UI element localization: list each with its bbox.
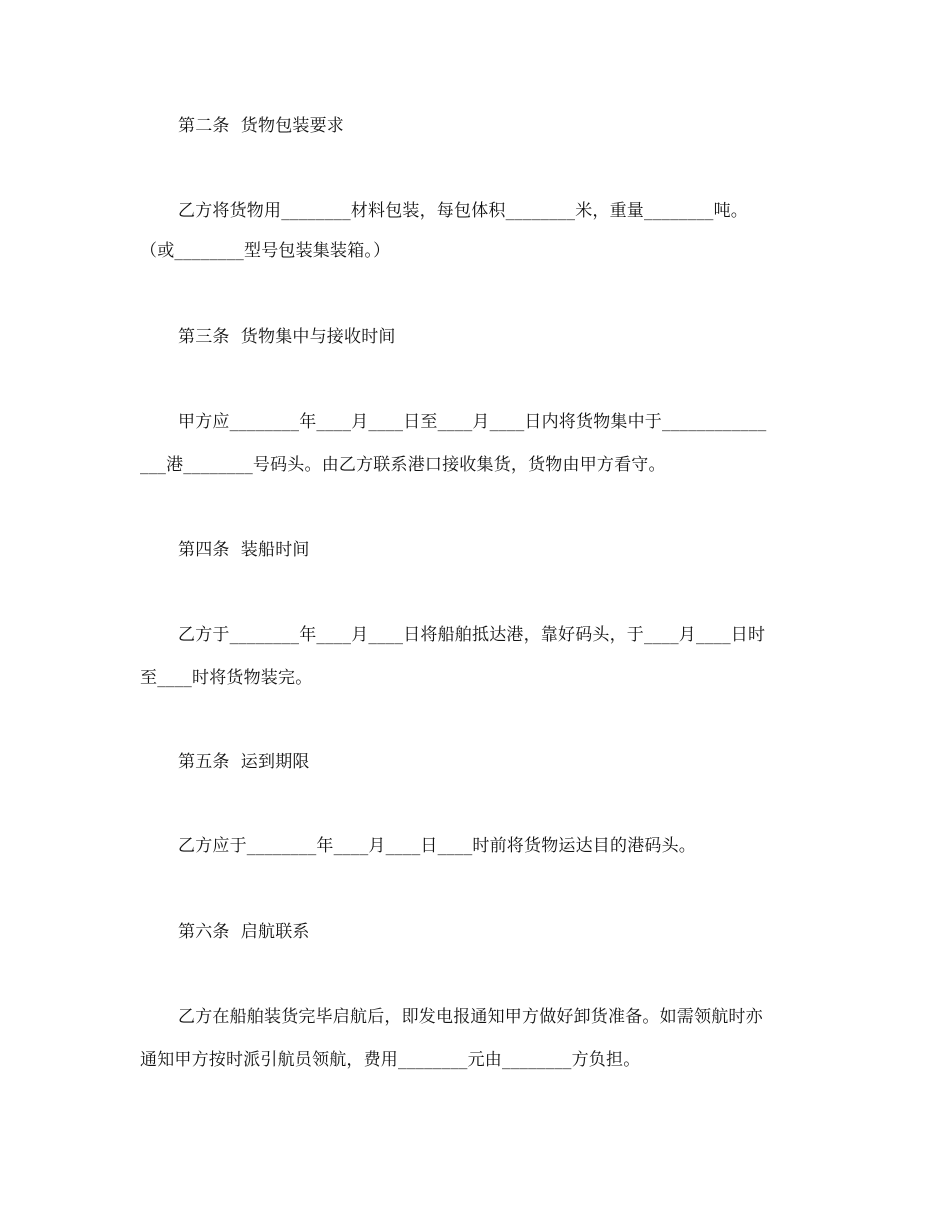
section-heading-3: 第三条 货物集中与接收时间	[178, 327, 396, 347]
paragraph-line: 乙方于________年____月____日将船舶抵达港，靠好码头，于____月____日时	[178, 625, 766, 645]
section-heading-6: 第六条 启航联系	[178, 922, 310, 942]
paragraph-line: 甲方应________年____月____日至____月____日内将货物集中于____________	[178, 412, 767, 432]
section-heading-5: 第五条 运到期限	[178, 752, 310, 772]
section-heading-4: 第四条 装船时间	[178, 540, 310, 560]
paragraph-line: （或________型号包装集装箱。）	[140, 241, 391, 261]
section-heading-2: 第二条 货物包装要求	[178, 116, 345, 136]
paragraph-line: 乙方将货物用________材料包装，每包体积________米，重量________吨。	[178, 201, 748, 221]
paragraph-line: ___港________号码头。由乙方联系港口接收集货，货物由甲方看守。	[140, 455, 666, 475]
paragraph-line: 至____时将货物装完。	[140, 668, 313, 688]
paragraph-line: 乙方在船舶装货完毕启航后，即发电报通知甲方做好卸货准备。如需领航时亦	[178, 1007, 763, 1027]
paragraph-line: 乙方应于________年____月____日____时前将货物运达目的港码头。	[178, 836, 696, 856]
paragraph-line: 通知甲方按时派引航员领航，费用________元由________方负担。	[140, 1050, 641, 1070]
